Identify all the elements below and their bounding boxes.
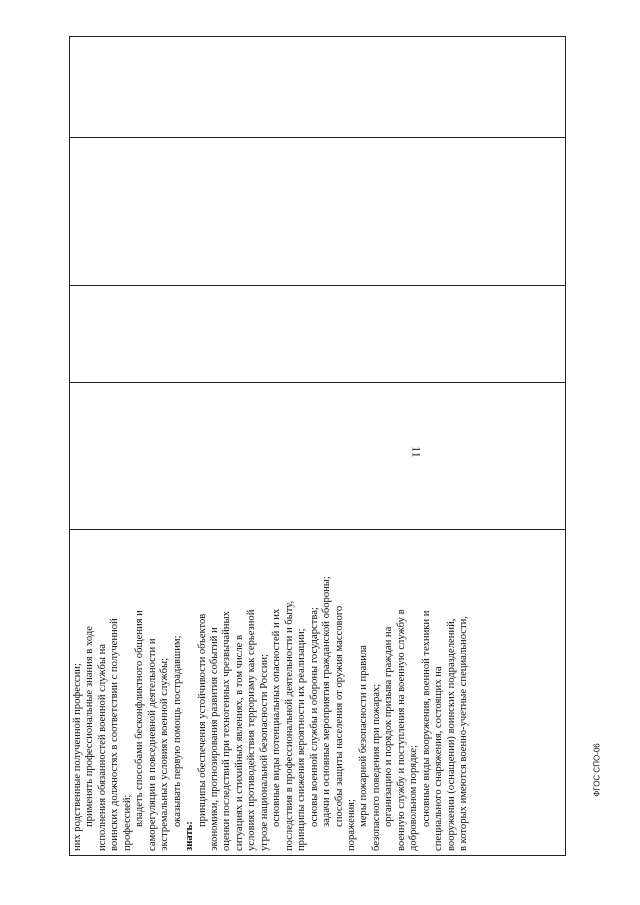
text-line: экстремальных условиях военной службы; (159, 657, 171, 851)
text-line: принципы снижения вероятности их реализации; (296, 628, 308, 851)
text-line: последствия в профессиональной деятельности и быту, (283, 600, 295, 851)
text-line: условиях противодействия терроризму как серьезной (246, 609, 258, 851)
text-line: способы защиты населения от оружия массового (333, 605, 345, 827)
text-line: воинских должностях в соответствии с полученной (109, 618, 121, 851)
rotated-table (69, 36, 566, 856)
text-line: специального снаряжения, состоящих на (433, 666, 445, 851)
text-line: владеть способами бесконфликтного общения и (134, 610, 146, 827)
table-column-5 (70, 37, 565, 138)
text-line: оказывать первую помощь пострадавшим; (171, 635, 183, 827)
text-line: саморегуляции в повседневной деятельности и (146, 638, 158, 851)
text-line: вооружении (оснащении) воинских подразделений, (445, 618, 457, 851)
footer-code: ФГОС СПО-06 (592, 743, 602, 797)
text-line: организацию и порядок призыва граждан на (383, 626, 395, 827)
text-line: добровольном порядке; (408, 744, 420, 851)
text-line: знать: (184, 821, 196, 851)
text-line: исполнения обязанностей военной службы на (96, 643, 108, 851)
text-line: оценки последствий при техногенных чрезвычайных (221, 611, 233, 851)
text-line: в которых имеются военно-учетные специальности, (458, 616, 470, 851)
text-line: безопасного поведения при пожарах; (370, 683, 382, 851)
text-line: поражения; (345, 798, 357, 851)
text-line: меры пожарной безопасности и правила (358, 645, 370, 827)
table-column-3 (70, 286, 565, 383)
text-line: задачи и основные мероприятия гражданской обороны; (321, 576, 333, 827)
text-line: применять профессиональные знания в ходе (84, 626, 96, 827)
text-line: военную службу и поступления на военную службу в (395, 609, 407, 851)
text-line: профессией; (121, 794, 133, 851)
text-line: основные виды потенциальных опасностей и их (271, 608, 283, 827)
table-column-4 (70, 138, 565, 286)
table-column-2 (70, 383, 565, 530)
text-line: них родственные полученной профессии; (72, 663, 83, 851)
competency-text-column (70, 530, 565, 855)
text-line: экономики, прогнозирования развития событий и (208, 627, 220, 851)
page-number: 11 (409, 446, 424, 458)
text-line: основные виды вооружения, военной техники и (420, 610, 432, 827)
text-line: основы военной службы и обороны государства; (308, 607, 320, 827)
text-line: угрозе национальной безопасности России; (258, 654, 270, 851)
text-line: ситуациях и стихийных явлениях, в том числе в (233, 634, 245, 851)
text-line: принципы обеспечения устойчивости объектов (196, 613, 208, 827)
